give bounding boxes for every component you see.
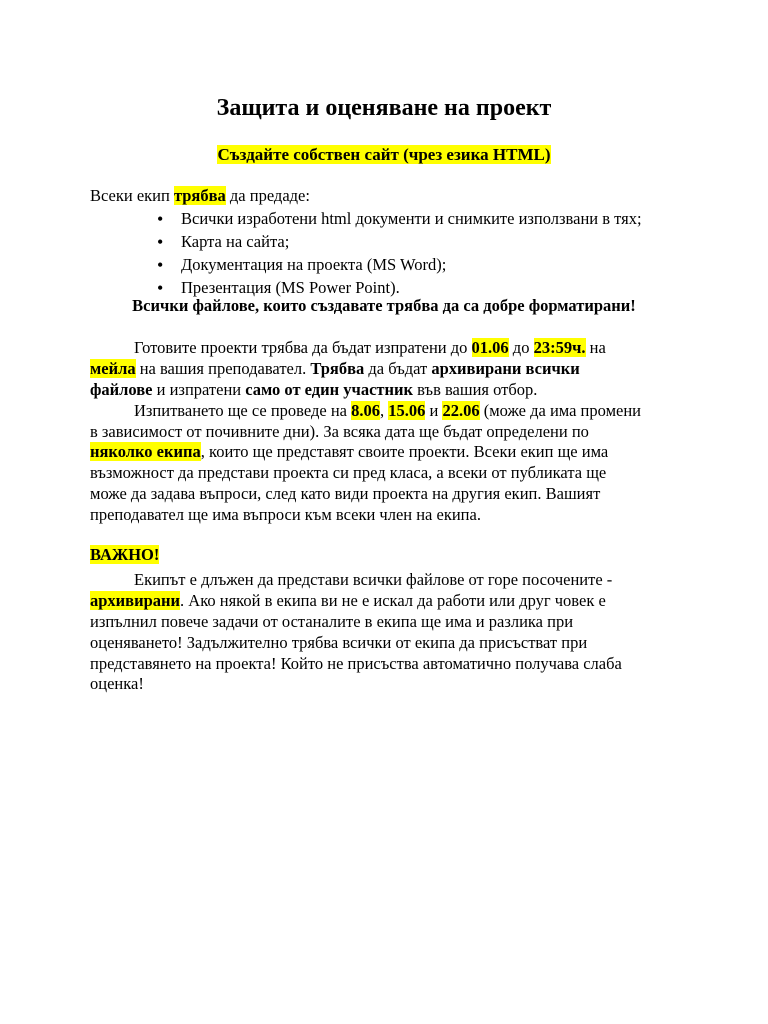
paragraph-line [90, 401, 690, 422]
list-item: • Всички изработени html документи и снимките използвани в тях; [157, 209, 642, 232]
paragraph-line: в зависимост от почивните дни). За всяка дата ще бъдат определени по [90, 421, 589, 441]
exam-date: 8.06 [351, 400, 380, 420]
list-item: • Документация на проекта (MS Word); [157, 255, 642, 278]
deliverables-list [157, 209, 642, 301]
text-run: Изпитването ще се проведе на [134, 400, 352, 420]
subtitle-highlight: Създайте собствен сайт (чрез езика HTML) [217, 145, 551, 164]
paragraph-line: Екипът е длъжен да представи всички файлове от горе посочените - [134, 570, 613, 589]
text-run: на [585, 338, 606, 357]
archived-highlight: архивирани [90, 590, 181, 610]
text-run: да бъдат [364, 358, 432, 378]
text-run: до [508, 338, 534, 357]
paragraph-line [90, 359, 690, 380]
format-note: Всички файлове, които създавате трябва да са добре форматирани! [132, 296, 636, 315]
submission-paragraph [90, 338, 690, 526]
text-run: . Ако някой в екипа ви не е искал да работи или друг човек е [180, 590, 606, 610]
exam-date: 15.06 [388, 400, 426, 420]
text-run: , които ще представят своите проекти. Всеки екип ще има [200, 442, 609, 462]
requirements-paragraph [90, 570, 690, 695]
paragraph-line: може да задава въпроси, след като види проекта на другия екип. Вашият [90, 484, 601, 504]
bold-run: файлове [90, 379, 153, 399]
text-run: във вашия отбор. [413, 379, 538, 399]
paragraph-line: представянето на проекта! Който не присъства автоматично получава слаба [90, 653, 622, 673]
text-run: и изпратени [152, 379, 246, 399]
paragraph-line: оценяването! Задължително трябва всички от екипа да присъстват при [90, 632, 588, 652]
intro-highlight: трябва [173, 186, 226, 205]
paragraph-line: преподавател ще има въпроси към всеки член на екипа. [90, 505, 481, 525]
text-run: (може да има промени [479, 400, 642, 420]
email-highlight: мейла [90, 358, 136, 378]
paragraph-line: оценка! [90, 674, 144, 694]
bold-run: архивирани всички [431, 358, 580, 378]
intro-text-end: да предаде: [225, 186, 310, 205]
bold-run: Трябва [310, 358, 365, 378]
paragraph-line [90, 338, 690, 359]
paragraph-line: възможност да представи проекта си пред класа, а всеки от публиката ще [90, 463, 607, 483]
text-run: , [379, 400, 389, 420]
teams-highlight: няколко екипа [90, 442, 201, 462]
important-highlight: ВАЖНО! [90, 545, 160, 564]
text-run: на вашия преподавател. [135, 358, 311, 378]
list-item: • Карта на сайта; [157, 232, 642, 255]
deadline-date: 01.06 [471, 338, 509, 357]
subtitle [0, 143, 768, 167]
paragraph-line [90, 591, 690, 612]
list-item: • Презентация (MS Power Point). [157, 278, 642, 301]
text-run: и [425, 400, 443, 420]
deadline-time: 23:59ч. [533, 338, 586, 357]
paragraph-line [90, 442, 690, 463]
intro-line [90, 186, 310, 207]
exam-date: 22.06 [442, 400, 480, 420]
text-run: Готовите проекти трябва да бъдат изпратени до [134, 338, 472, 357]
important-label [90, 545, 159, 566]
intro-text: Всеки екип [90, 186, 174, 205]
bold-run: само от един участник [245, 379, 414, 399]
page-title: Защита и оценяване на проект [216, 95, 552, 121]
paragraph-line: изпълнил повече задачи от останалите в екипа ще има и разлика при [90, 611, 574, 631]
paragraph-line [90, 380, 690, 401]
